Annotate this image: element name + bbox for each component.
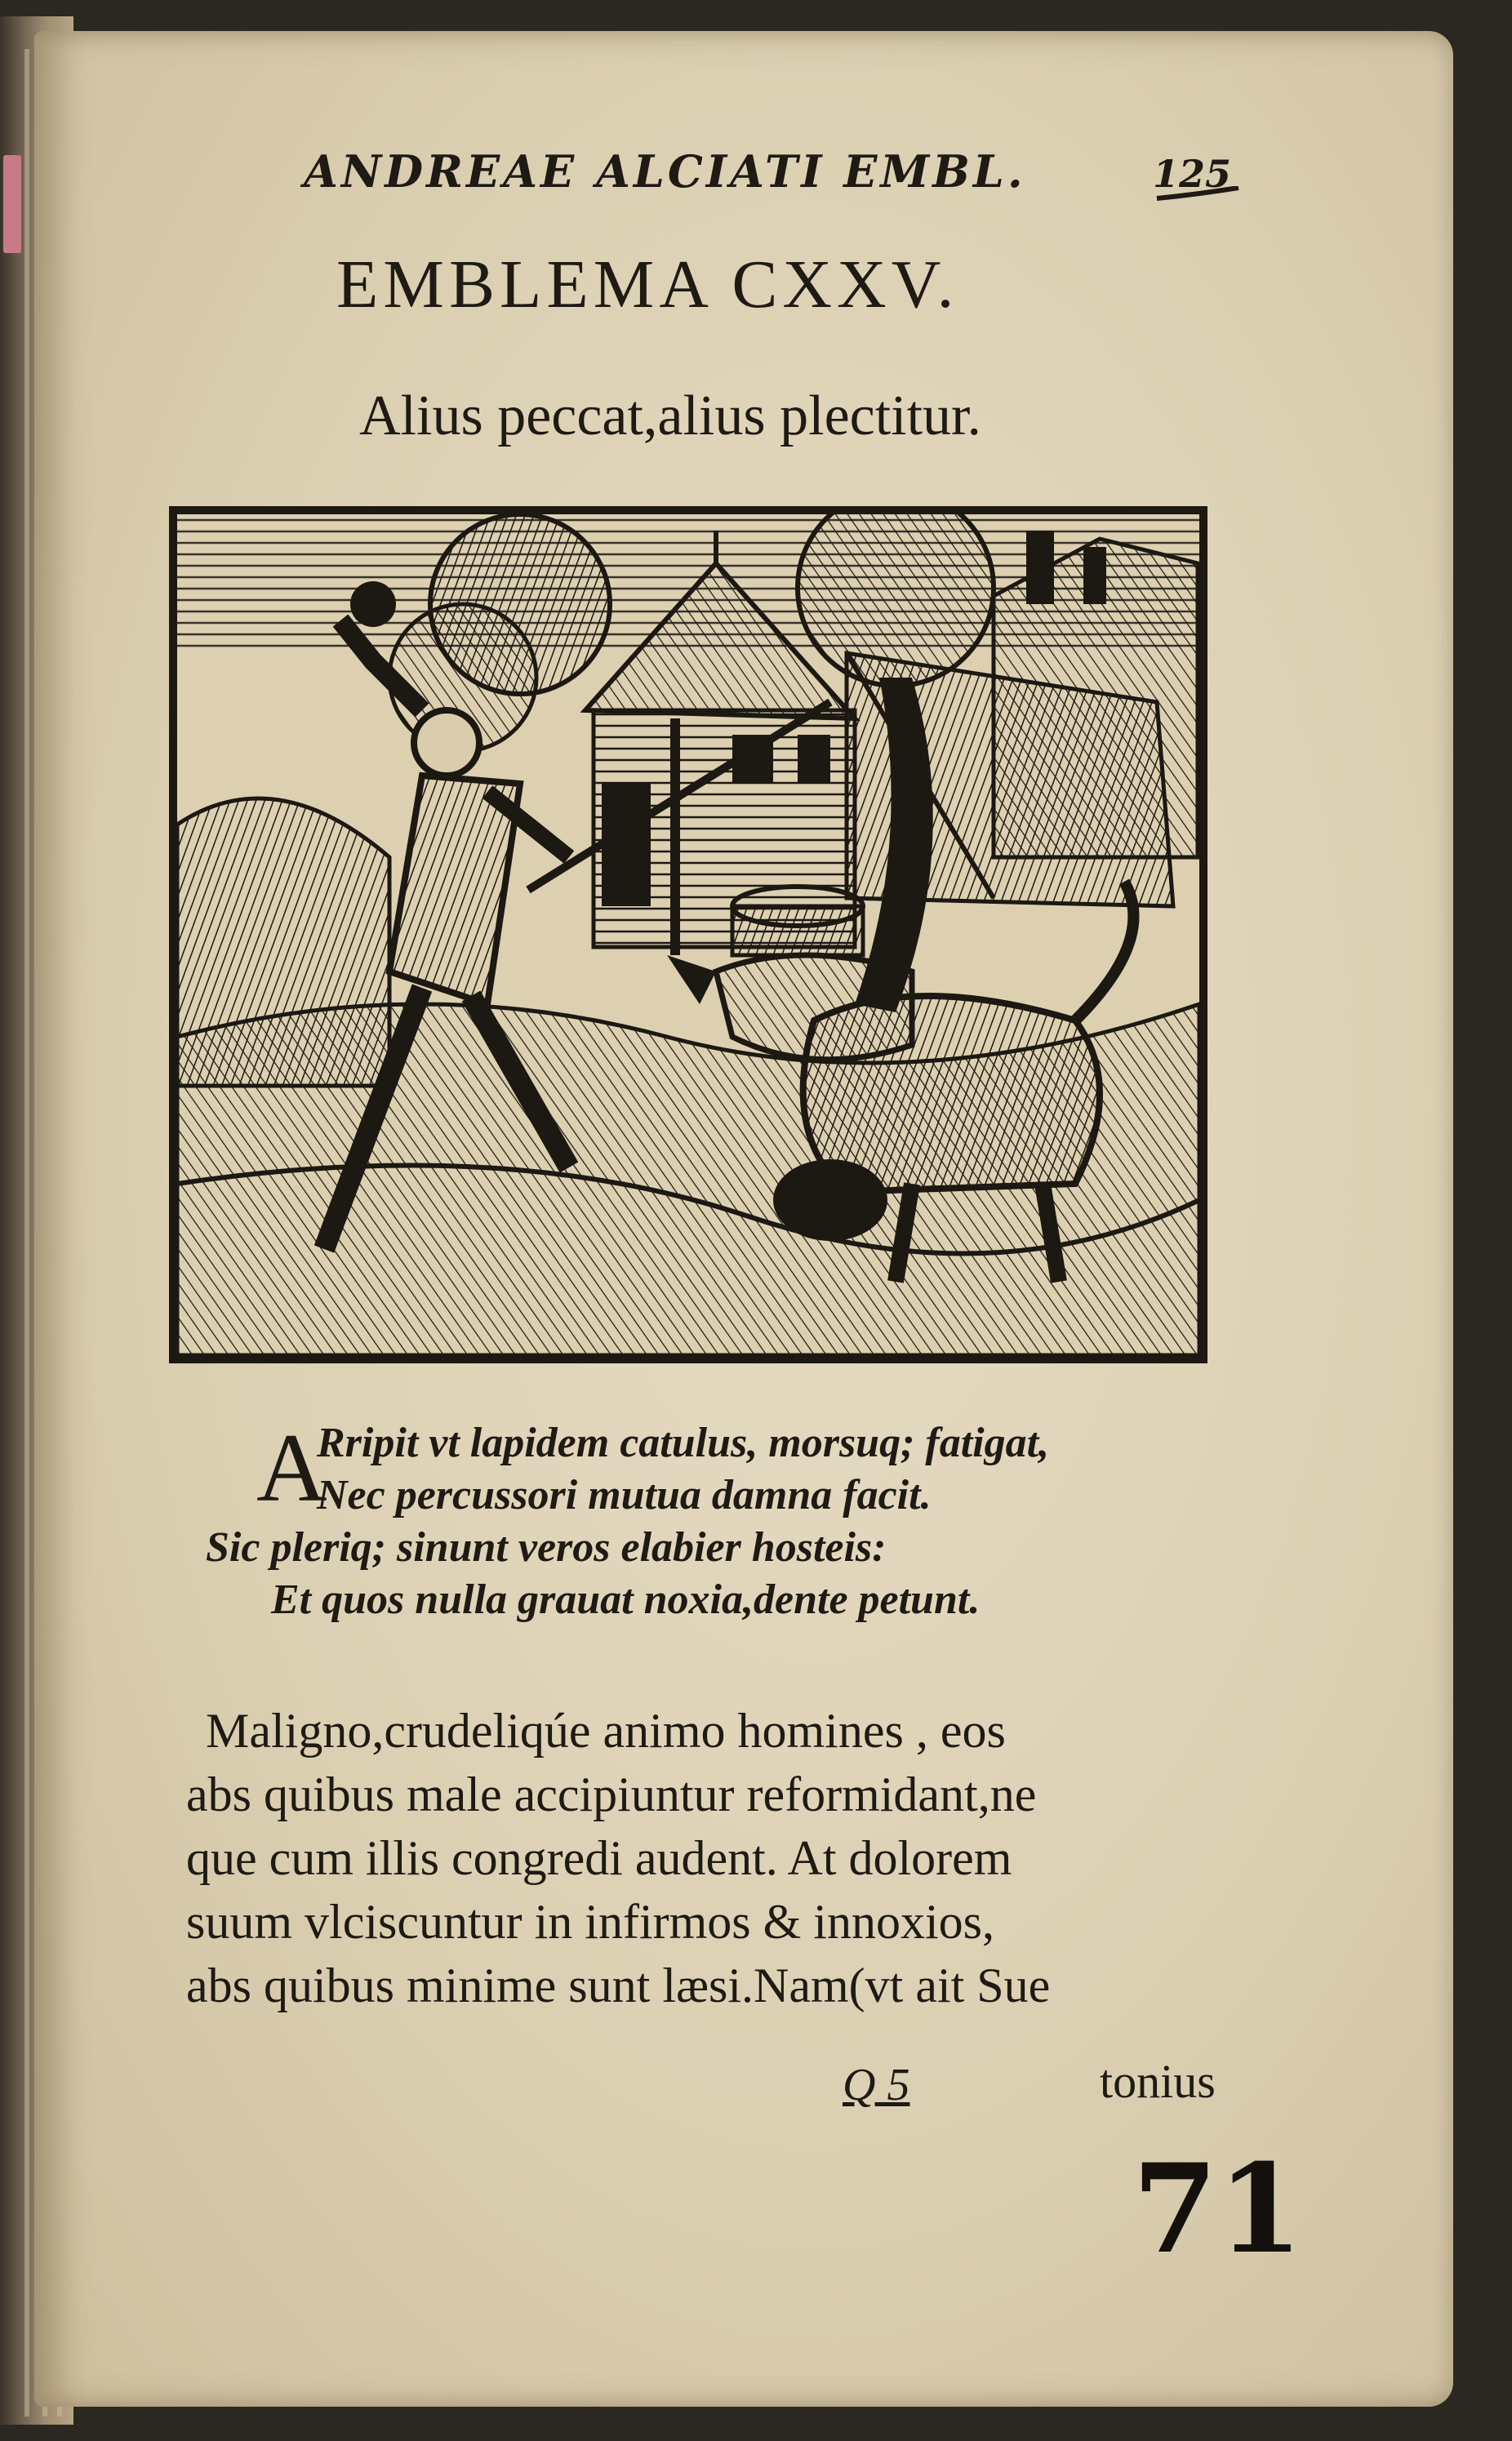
folio-number: 125 bbox=[1153, 152, 1232, 196]
verse-drop-cap: A bbox=[256, 1413, 327, 1522]
verse-line: Rripit vt lapidem catulus, morsuq; fatigat, bbox=[317, 1420, 1050, 1466]
emblem-motto: Alius peccat,alius plectitur. bbox=[359, 385, 982, 447]
commentary-line: Maligno,crudeliqúe animo homines , eos bbox=[206, 1704, 1006, 1758]
bookmark-tab bbox=[3, 155, 21, 253]
handwritten-number: 71 bbox=[1132, 2137, 1303, 2281]
page-leaf-edge bbox=[24, 49, 29, 2417]
verse-line: Sic pleriq; sinunt veros elabier hosteis: bbox=[206, 1524, 887, 1571]
catchword: tonius bbox=[1100, 2055, 1216, 2108]
verse-line: Nec percussori mutua damna facit. bbox=[317, 1472, 932, 1518]
commentary-line: suum vlciscuntur in infirmos & innoxios, bbox=[186, 1895, 994, 1949]
book-page bbox=[34, 31, 1453, 2407]
woodcut-image bbox=[177, 514, 1199, 1355]
commentary-line: abs quibus male accipiuntur reformidant,ne bbox=[186, 1767, 1037, 1821]
verse-line: Et quos nulla grauat noxia,dente petunt. bbox=[271, 1576, 981, 1623]
ink-stroke-mark bbox=[1153, 186, 1243, 202]
running-head: ANDREAE ALCIATI EMBL. bbox=[304, 145, 1026, 198]
commentary-line: que cum illis congredi audent. At dolorem bbox=[186, 1831, 1012, 1885]
woodcut-illustration bbox=[169, 506, 1207, 1363]
signature-mark: Q 5 bbox=[843, 2060, 910, 2110]
emblem-title: EMBLEMA CXXV. bbox=[336, 247, 959, 322]
commentary-line: abs quibus minime sunt læsi.Nam(vt ait Sue bbox=[186, 1959, 1051, 2012]
